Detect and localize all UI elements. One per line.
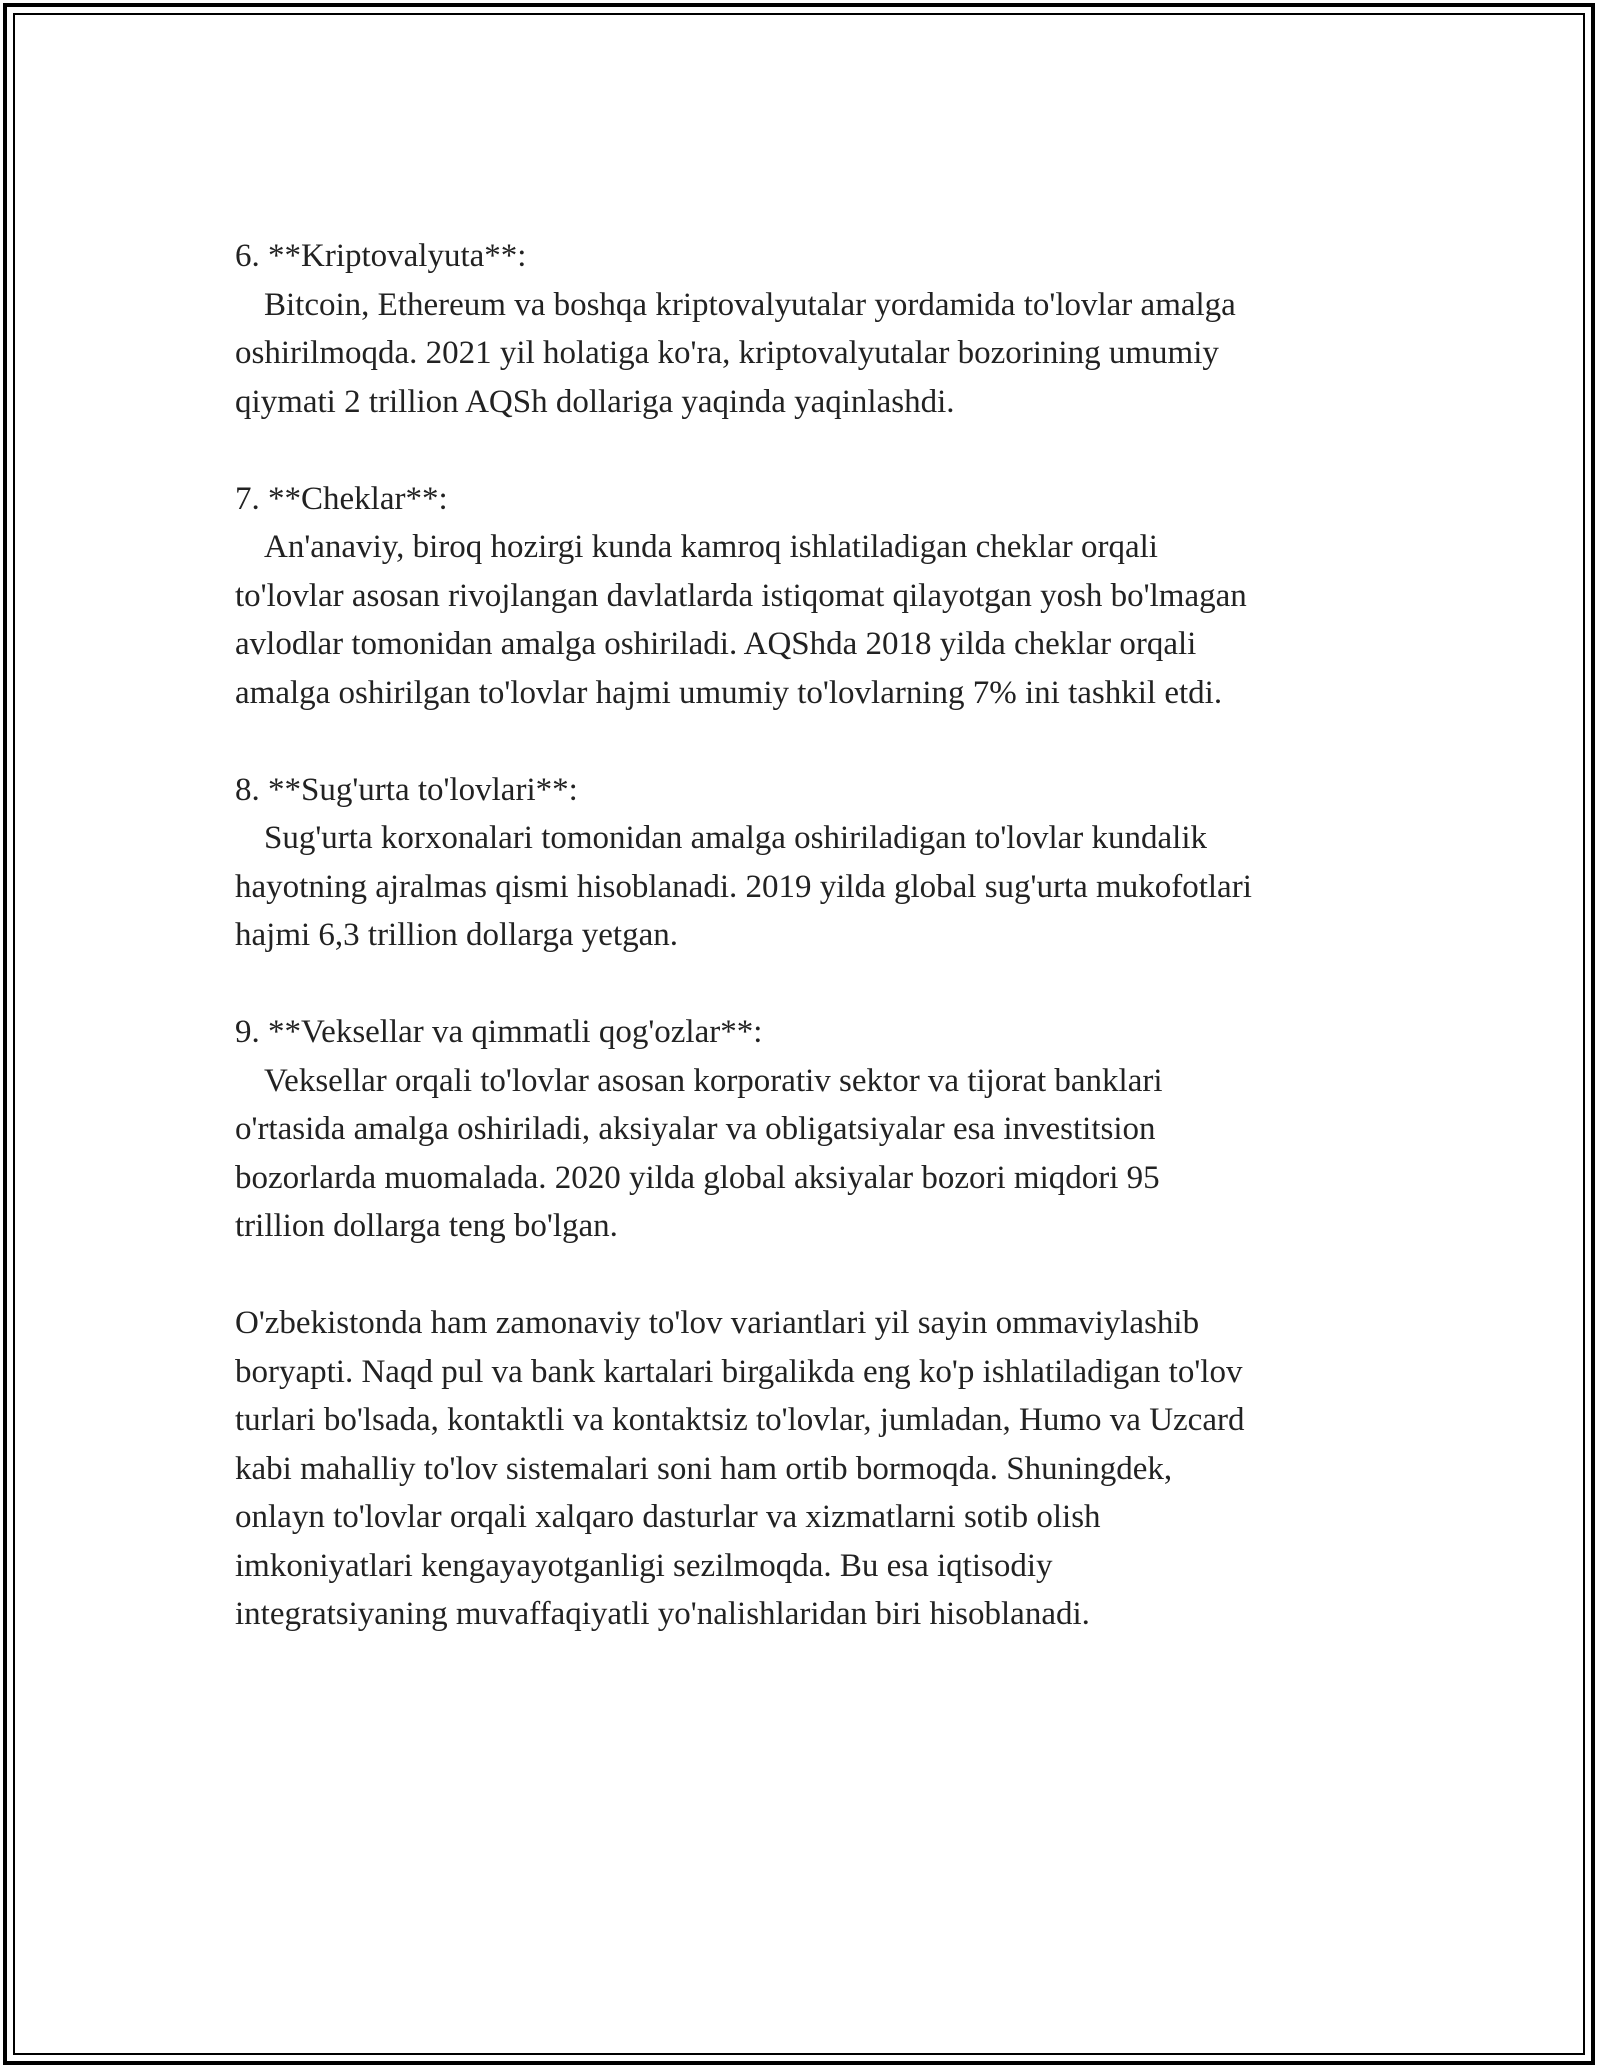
section-veksellar <box>235 1008 1435 1251</box>
paragraph-line: imkoniyatlari kengayayotganligi sezilmoqda. Bu esa iqtisodiy <box>235 1547 1053 1584</box>
section-heading: 6. **Kriptovalyuta**: <box>235 238 527 274</box>
document-body <box>235 232 1435 1639</box>
section-heading: 8. **Sug'urta to'lovlari**: <box>235 771 578 808</box>
paragraph-line: to'lovlar asosan rivojlangan davlatlarda istiqomat qilayotgan yosh bo'lmagan <box>235 577 1247 614</box>
section-gap <box>235 960 1435 1009</box>
section-gap <box>235 717 1435 766</box>
section-gap <box>235 426 1435 475</box>
paragraph-line: kabi mahalliy to'lov sistemalari soni ham ortib bormoqda. Shuningdek, <box>235 1450 1173 1487</box>
section-kriptovalyuta <box>235 232 1435 426</box>
paragraph-line: hajmi 6,3 trillion dollarga yetgan. <box>235 917 678 953</box>
section-heading: 7. **Cheklar**: <box>235 480 448 517</box>
section-heading: 9. **Veksellar va qimmatli qog'ozlar**: <box>235 1014 763 1050</box>
paragraph-line: turlari bo'lsada, kontaktli va kontaktsiz to'lovlar, jumladan, Humo va Uzcard <box>235 1402 1245 1438</box>
paragraph-line: oshirilmoqda. 2021 yil holatiga ko'ra, kriptovalyutalar bozorining umumiy <box>235 335 1219 371</box>
paragraph-line: amalga oshirilgan to'lovlar hajmi umumiy to'lovlarning 7% ini tashkil etdi. <box>235 674 1223 711</box>
paragraph-line: avlodlar tomonidan amalga oshiriladi. AQShda 2018 yilda cheklar orqali <box>235 626 1197 662</box>
paragraph-line: O'zbekistonda ham zamonaviy to'lov variantlari yil sayin ommaviylashib <box>235 1305 1200 1341</box>
paragraph-line: boryapti. Naqd pul va bank kartalari birgalikda eng ko'p ishlatiladigan to'lov <box>235 1353 1243 1390</box>
section-cheklar <box>235 475 1435 718</box>
closing-paragraph <box>235 1299 1435 1639</box>
paragraph-line: Bitcoin, Ethereum va boshqa kriptovalyutalar yordamida to'lovlar amalga <box>264 286 1236 323</box>
paragraph-line: Veksellar orqali to'lovlar asosan korporativ sektor va tijorat banklari <box>264 1062 1163 1099</box>
section-sugurta <box>235 766 1435 960</box>
paragraph-line: onlayn to'lovlar orqali xalqaro dasturlar va xizmatlarni sotib olish <box>235 1499 1101 1535</box>
paragraph-line: trillion dollarga teng bo'lgan. <box>235 1208 618 1244</box>
section-gap <box>235 1251 1435 1300</box>
paragraph-line: An'anaviy, biroq hozirgi kunda kamroq ishlatiladigan cheklar orqali <box>264 529 1158 565</box>
paragraph-line: o'rtasida amalga oshiriladi, aksiyalar va obligatsiyalar esa investitsion <box>235 1111 1156 1147</box>
paragraph-line: bozorlarda muomalada. 2020 yilda global aksiyalar bozori miqdori 95 <box>235 1159 1160 1196</box>
paragraph-line: Sug'urta korxonalari tomonidan amalga oshiriladigan to'lovlar kundalik <box>264 820 1208 856</box>
paragraph-line: hayotning ajralmas qismi hisoblanadi. 2019 yilda global sug'urta mukofotlari <box>235 868 1252 905</box>
paragraph-line: qiymati 2 trillion AQSh dollariga yaqinda yaqinlashdi. <box>235 383 955 420</box>
paragraph-line: integratsiyaning muvaffaqiyatli yo'nalishlaridan biri hisoblanadi. <box>235 1596 1090 1632</box>
